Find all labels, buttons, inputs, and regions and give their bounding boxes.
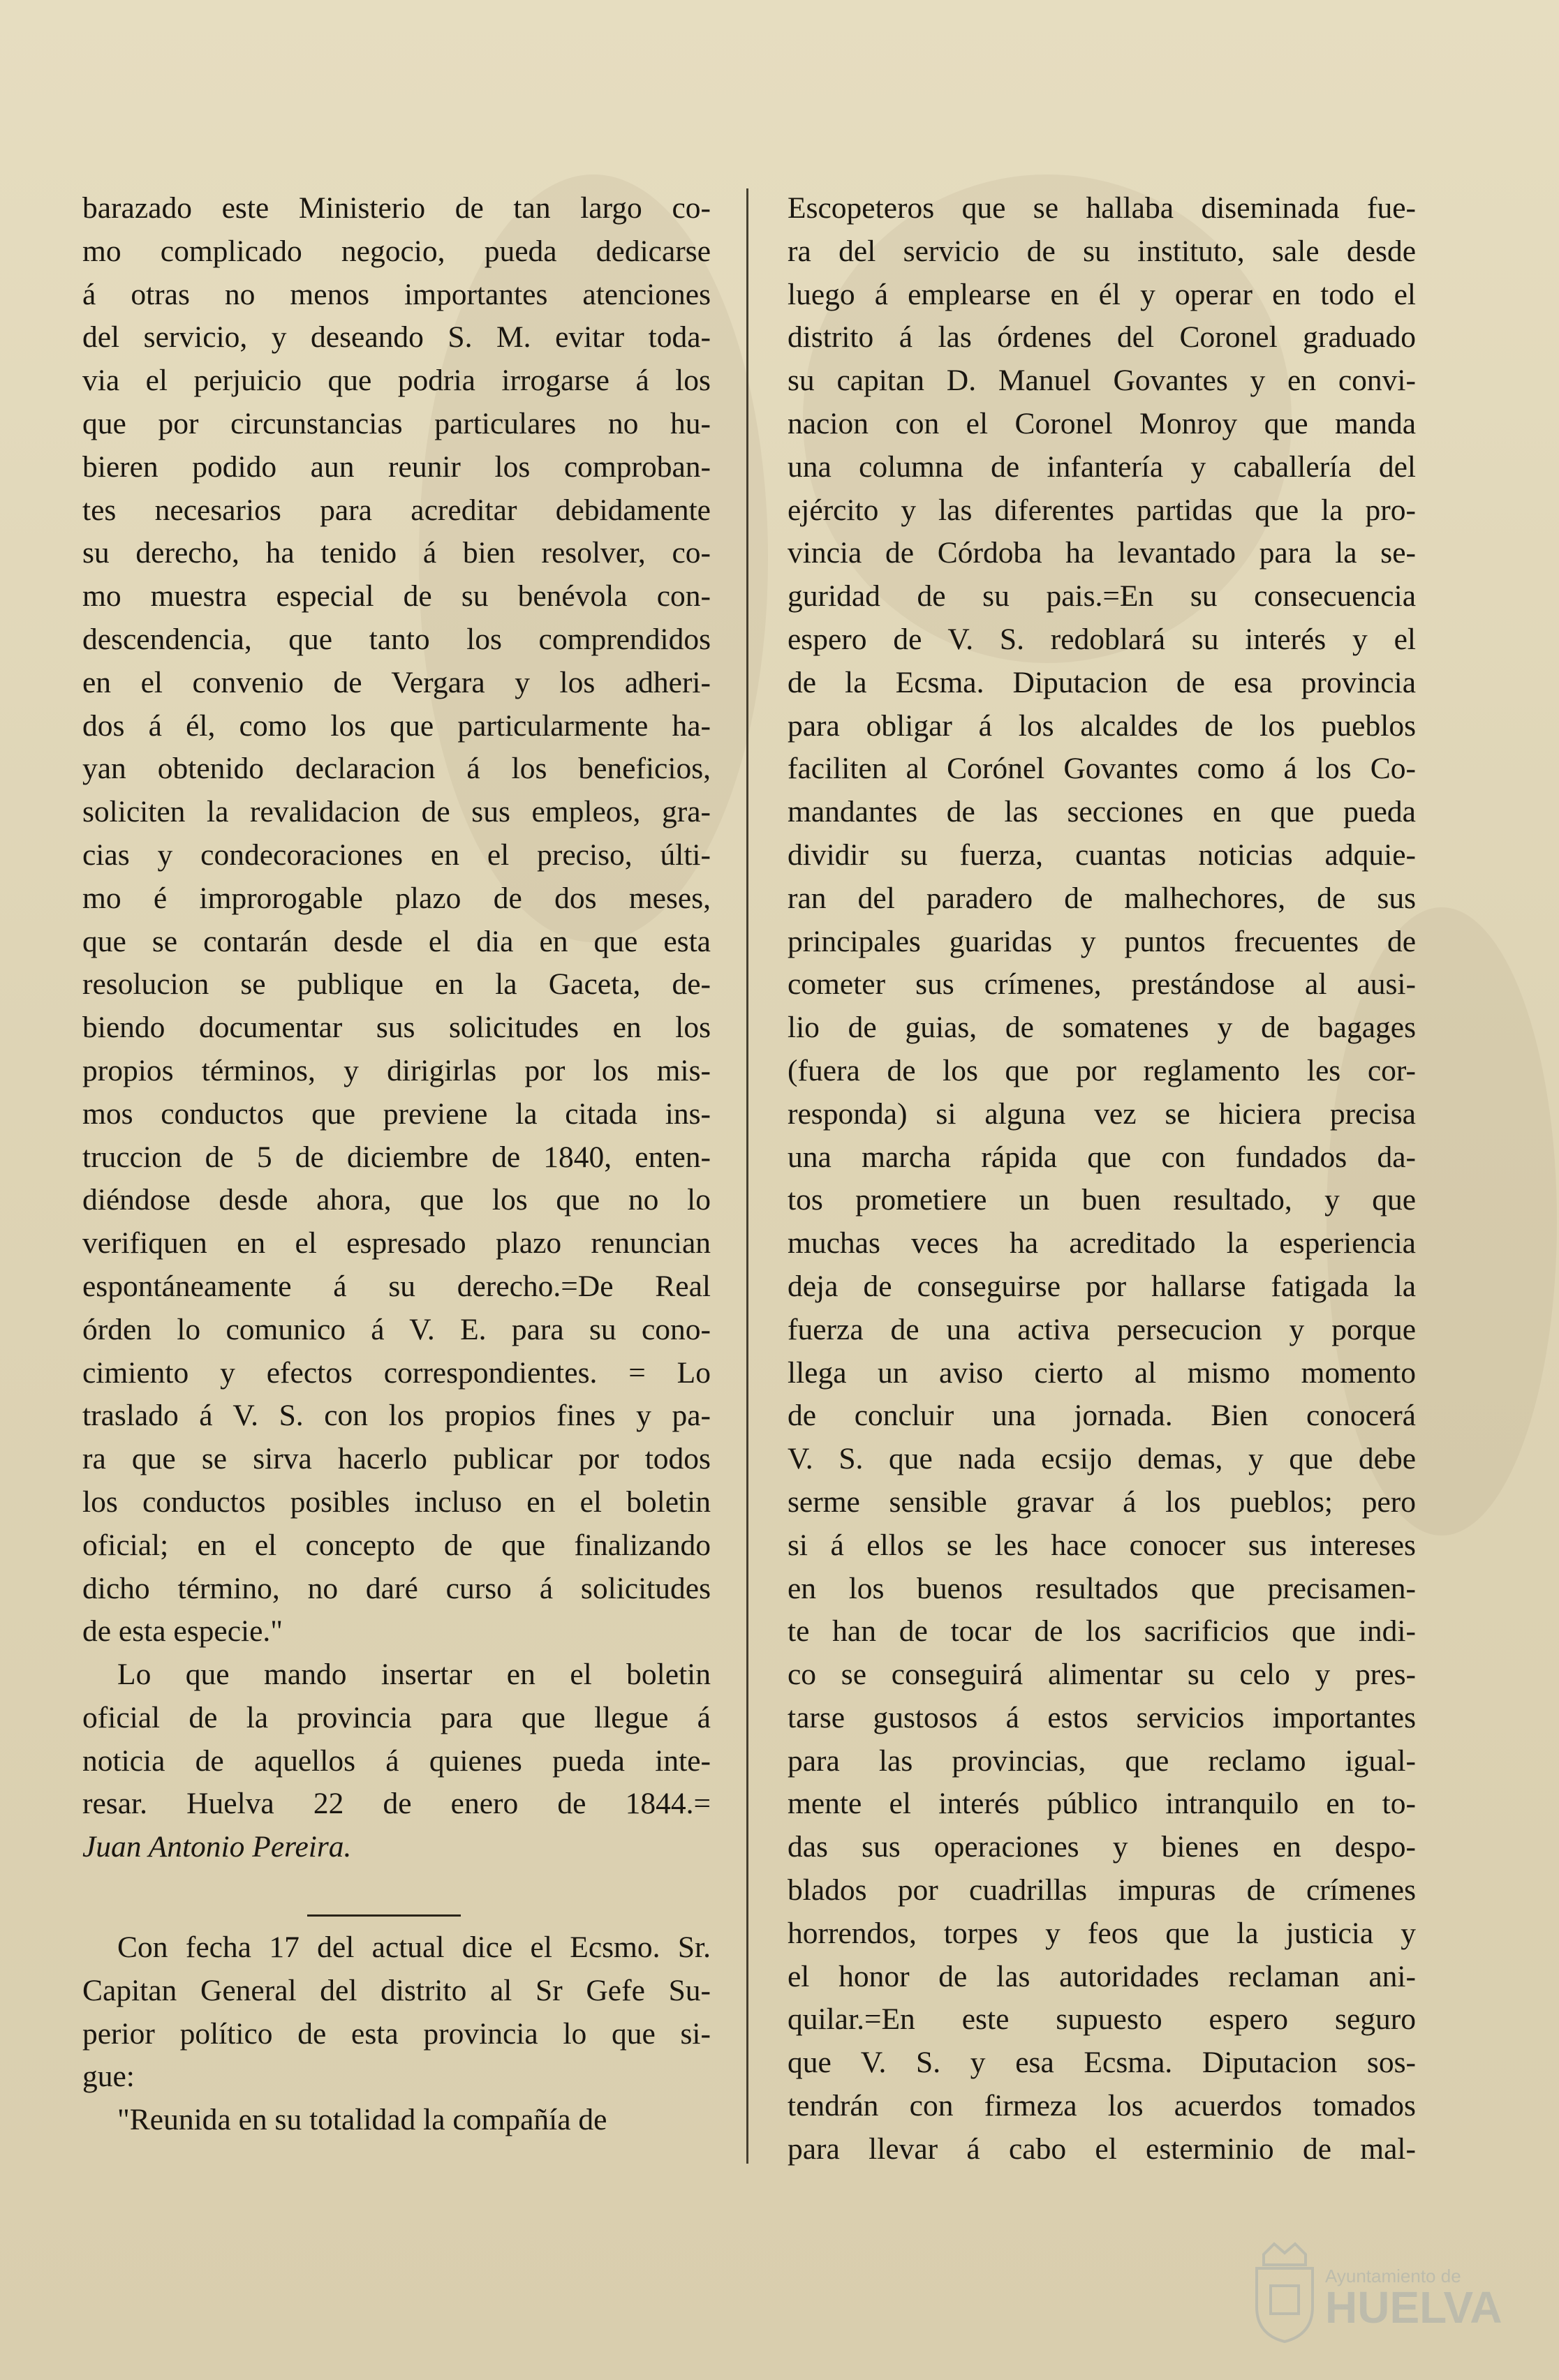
text-line: mos conductos que previene la citada ins- [82,1096,711,1131]
text-line: nacion con el Coronel Monroy que manda [788,406,1416,440]
spacer [82,1869,711,1926]
text-line: dividir su fuerza, cuantas noticias adquie- [788,838,1416,872]
text-line: horrendos, torpes y feos que la justicia y [788,1916,1416,1950]
text-line: perior político de esta provincia lo que si- [82,2016,711,2051]
text-line: bieren podido aun reunir los comproban- [82,449,711,484]
text-line: biendo documentar sus solicitudes en los [82,1011,711,1045]
city-crest-icon [1243,2240,1529,2345]
text-line: "Reunida en su totalidad la compañía de [117,2103,607,2137]
text-line: das sus operaciones y bienes en despo- [788,1830,1416,1864]
text-line: guridad de su pais.=En su consecuencia [788,579,1416,613]
text-line: deja de conseguirse por hallarse fatigada la [788,1269,1416,1303]
text-line: cias y condecoraciones en el preciso, últi- [82,838,711,872]
text-line: tos prometiere un buen resultado, y que [788,1183,1416,1217]
text-line: propios términos, y dirigirlas por los mis- [82,1053,711,1087]
text-line: de la Ecsma. Diputacion de esa provincia [788,665,1416,699]
text-line: una marcha rápida que con fundados da- [788,1140,1416,1174]
text-line: su capitan D. Manuel Govantes y en convi- [788,364,1416,398]
text-line: soliciten la revalidacion de sus empleos, gra- [82,795,711,829]
text-line: faciliten al Corónel Govantes como á los Co- [788,752,1416,786]
left-column [82,187,711,2142]
text-line: tendrán con firmeza los acuerdos tomados [788,2089,1416,2123]
text-line: tes necesarios para acreditar debidamente [82,493,711,527]
text-line: vincia de Córdoba ha levantado para la se- [788,536,1416,570]
text-line: barazado este Ministerio de tan largo co- [82,191,711,225]
text-line: su derecho, ha tenido á bien resolver, co- [82,536,711,570]
text-line: mo muestra especial de su benévola con- [82,579,711,613]
text-line: para obligar á los alcaldes de los pueblos [788,708,1416,743]
text-line: distrito á las órdenes del Coronel graduado [788,320,1416,355]
text-line: que se contarán desde el dia en que esta [82,924,711,958]
text-line: via el perjuicio que podria irrogarse á los [82,364,711,398]
text-line: ra que se sirva hacerlo publicar por todos [82,1442,711,1476]
text-line: mandantes de las secciones en que pueda [788,795,1416,829]
text-line: quilar.=En este supuesto espero seguro [788,2002,1416,2037]
text-line: gue: [82,2060,135,2094]
right-column [788,187,1416,2171]
text-line: de concluir una jornada. Bien conocerá [788,1399,1416,1433]
text-line: tarse gustosos á estos servicios importantes [788,1700,1416,1734]
signature: Juan Antonio Pereira. [82,1830,352,1864]
text-line: para llevar á cabo el esterminio de mal- [788,2132,1416,2166]
text-line: noticia de aquellos á quienes pueda inte- [82,1743,711,1778]
text-line: responda) si alguna vez se hiciera precisa [788,1096,1416,1131]
text-line: dicho término, no daré curso á solicitudes [82,1571,711,1605]
text-line: Con fecha 17 del actual dice el Ecsmo. Sr. [117,1931,711,1965]
text-line: dos á él, como los que particularmente ha- [82,708,711,743]
text-line: mo complicado negocio, pueda dedicarse [82,234,711,268]
text-line: oficial; en el concepto de que finalizando [82,1528,711,1562]
text-line: (fuera de los que por reglamento les cor- [788,1053,1416,1087]
text-line: lio de guias, de somatenes y de bagages [788,1011,1416,1045]
text-line: de esta especie." [82,1614,283,1649]
text-line: diéndose desde ahora, que los que no lo [82,1183,711,1217]
column-divider [746,188,748,2164]
text-line: principales guaridas y puntos frecuentes de [788,924,1416,958]
text-line: co se conseguirá alimentar su celo y pres- [788,1658,1416,1692]
text-line: yan obtenido declaracion á los beneficios, [82,752,711,786]
text-line: para las provincias, que reclamo igual- [788,1743,1416,1778]
text-line: que por circunstancias particulares no hu- [82,406,711,440]
text-line: del servicio, y deseando S. M. evitar toda- [82,320,711,355]
text-line: en el convenio de Vergara y los adheri- [82,665,711,699]
text-line: resar. Huelva 22 de enero de 1844.= [82,1787,711,1821]
text-line: Escopeteros que se hallaba diseminada fue- [788,191,1416,225]
text-line: si á ellos se les hace conocer sus intereses [788,1528,1416,1562]
text-line: á otras no menos importantes atenciones [82,277,711,311]
text-line: Lo que mando insertar en el boletin [117,1658,711,1692]
text-line: traslado á V. S. con los propios fines y pa- [82,1399,711,1433]
text-line: mente el interés público intranquilo en to- [788,1787,1416,1821]
text-line: ran del paradero de malhechores, de sus [788,881,1416,915]
watermark-main-text: HUELVA [1325,2282,1502,2333]
text-line: verifiquen en el espresado plazo renuncian [82,1226,711,1260]
text-line: descendencia, que tanto los comprendidos [82,622,711,656]
text-line: luego á emplearse en él y operar en todo el [788,277,1416,311]
text-line: muchas veces ha acreditado la esperiencia [788,1226,1416,1260]
text-line: blados por cuadrillas impuras de crímenes [788,1873,1416,1907]
text-line: espontáneamente á su derecho.=De Real [82,1269,711,1303]
text-line: serme sensible gravar á los pueblos; pero [788,1485,1416,1519]
text-line: cimiento y efectos correspondientes. = Lo [82,1355,711,1390]
text-line: el honor de las autoridades reclaman ani- [788,1959,1416,1993]
text-line: que V. S. y esa Ecsma. Diputacion sos- [788,2046,1416,2080]
text-line: truccion de 5 de diciembre de 1840, enten- [82,1140,711,1174]
text-line: resolucion se publique en la Gaceta, de- [82,967,711,1002]
watermark-top-text: Ayuntamiento de [1325,2266,1461,2286]
text-line: fuerza de una activa persecucion y porque [788,1312,1416,1346]
text-line: en los buenos resultados que precisamen- [788,1571,1416,1605]
text-line: mo é improrogable plazo de dos meses, [82,881,711,915]
text-line: Capitan General del distrito al Sr Gefe Su- [82,1973,711,2007]
text-line: ejército y las diferentes partidas que la pro- [788,493,1416,527]
text-line: oficial de la provincia para que llegue á [82,1700,711,1734]
text-line: llega un aviso cierto al mismo momento [788,1355,1416,1390]
text-line: órden lo comunico á V. E. para su cono- [82,1312,711,1346]
text-line: ra del servicio de su instituto, sale desde [788,234,1416,268]
text-line: V. S. que nada ecsijo demas, y que debe [788,1442,1416,1476]
text-line: una columna de infantería y caballería del [788,449,1416,484]
text-line: los conductos posibles incluso en el boletin [82,1485,711,1519]
section-separator [307,1914,461,1917]
text-line: espero de V. S. redoblará su interés y el [788,622,1416,656]
text-line: te han de tocar de los sacrificios que indi- [788,1614,1416,1649]
text-line: cometer sus crímenes, prestándose al ausi- [788,967,1416,1002]
